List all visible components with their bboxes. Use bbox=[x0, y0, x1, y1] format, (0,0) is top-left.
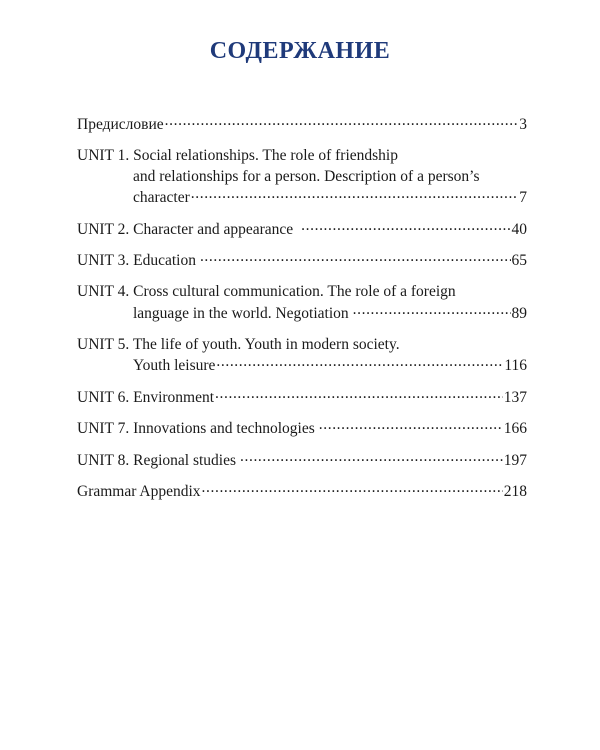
toc-line bbox=[77, 218, 527, 240]
toc-entry-title: UNIT 1. Social relationships. The role of friendship bbox=[77, 146, 398, 164]
toc-entry-unit-4[interactable] bbox=[77, 281, 527, 324]
toc-entry-unit-6[interactable] bbox=[77, 386, 527, 408]
toc-entry-unit-3[interactable] bbox=[77, 250, 527, 272]
toc-line bbox=[77, 302, 527, 324]
dot-leader bbox=[319, 418, 503, 434]
toc-entry-unit-5[interactable] bbox=[77, 334, 527, 377]
toc-page-number: 89 bbox=[511, 304, 527, 322]
toc-entry-unit-7[interactable] bbox=[77, 418, 527, 440]
toc-entry-title-continued: character bbox=[133, 189, 190, 206]
toc-line bbox=[77, 418, 527, 440]
toc-entry-title: UNIT 4. Cross cultural communication. The role of a foreign bbox=[77, 283, 456, 300]
toc-entry-title: UNIT 2. Character and appearance bbox=[77, 220, 294, 238]
toc-entry-unit-8[interactable] bbox=[77, 449, 527, 471]
toc-page-number: 7 bbox=[519, 189, 527, 206]
toc-line bbox=[77, 449, 527, 471]
toc-page-number: 166 bbox=[503, 420, 527, 437]
toc-entry-title-continued: language in the world. Negotiation bbox=[133, 304, 349, 322]
dot-leader bbox=[216, 355, 503, 371]
toc-line bbox=[77, 355, 527, 377]
toc-line bbox=[77, 187, 527, 209]
dot-leader bbox=[301, 218, 510, 234]
toc-entry-preface[interactable] bbox=[77, 113, 527, 135]
toc-entry-title: UNIT 8. Regional studies bbox=[77, 451, 237, 469]
dot-leader bbox=[215, 386, 503, 402]
dot-leader bbox=[191, 187, 518, 203]
dot-leader bbox=[200, 250, 511, 266]
toc-entry-title: UNIT 7. Innovations and technologies bbox=[77, 420, 315, 437]
toc-line bbox=[77, 386, 527, 408]
toc-entry-grammar-appendix[interactable] bbox=[77, 481, 527, 503]
dot-leader bbox=[353, 302, 511, 318]
toc-entry-unit-2[interactable] bbox=[77, 218, 527, 240]
toc-entry-title: Предисловие bbox=[77, 115, 164, 133]
toc-page-number: 65 bbox=[511, 252, 527, 269]
toc-entry-title: UNIT 3. Education bbox=[77, 252, 196, 269]
toc-line bbox=[77, 113, 527, 135]
toc-page-number: 116 bbox=[504, 357, 527, 374]
toc-entry-title: Grammar Appendix bbox=[77, 483, 201, 500]
page-title: СОДЕРЖАНИЕ bbox=[209, 38, 391, 64]
dot-leader bbox=[165, 113, 519, 129]
toc-entry-title-continued: and relationships for a person. Description of a person’s bbox=[133, 167, 480, 185]
toc-entry-title-continued: Youth leisure bbox=[133, 357, 216, 374]
toc-line bbox=[77, 481, 527, 503]
toc-page-number: 197 bbox=[503, 451, 527, 469]
dot-leader bbox=[240, 449, 503, 465]
toc-entry-title: UNIT 6. Environment bbox=[77, 388, 215, 406]
toc-entry-title: UNIT 5. The life of youth. Youth in modern society. bbox=[77, 335, 400, 353]
toc-entry-unit-1[interactable] bbox=[77, 145, 527, 209]
toc-page-number: 137 bbox=[503, 388, 527, 406]
toc-page-number: 218 bbox=[503, 483, 527, 500]
dot-leader bbox=[202, 481, 503, 497]
toc-line bbox=[77, 250, 527, 272]
toc-page-number: 40 bbox=[511, 220, 527, 238]
toc-page-number: 3 bbox=[519, 115, 527, 133]
table-of-contents bbox=[77, 113, 527, 512]
